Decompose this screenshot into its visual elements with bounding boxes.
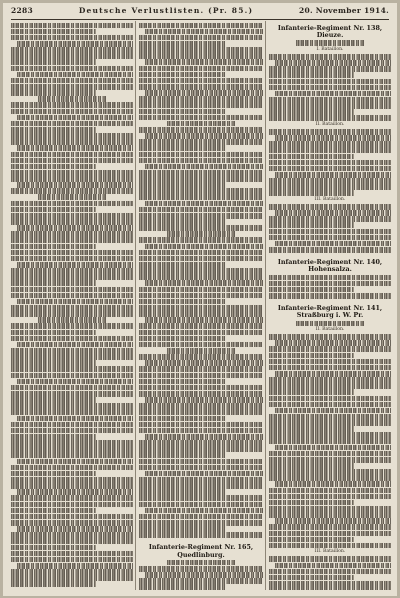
text-line bbox=[11, 213, 133, 219]
text-line bbox=[269, 438, 391, 444]
text-line bbox=[11, 385, 133, 391]
text-line bbox=[269, 334, 391, 340]
text-line bbox=[11, 268, 133, 274]
text-line bbox=[269, 190, 354, 196]
text-line bbox=[269, 469, 391, 475]
text-line bbox=[275, 60, 391, 66]
text-line bbox=[275, 408, 391, 414]
text-line bbox=[139, 422, 263, 428]
text-line bbox=[11, 514, 133, 520]
text-line bbox=[11, 219, 133, 225]
text-line bbox=[139, 428, 263, 434]
text-line bbox=[275, 340, 391, 346]
text-line bbox=[139, 72, 226, 78]
text-line bbox=[11, 311, 133, 317]
text-line bbox=[17, 416, 133, 422]
text-line bbox=[139, 127, 263, 133]
text-line bbox=[269, 377, 391, 383]
text-line bbox=[269, 54, 391, 60]
text-line bbox=[139, 566, 263, 572]
text-line bbox=[11, 434, 96, 440]
text-line bbox=[11, 231, 133, 237]
text-line bbox=[11, 176, 133, 182]
text-line bbox=[11, 170, 133, 176]
text-line bbox=[11, 35, 133, 41]
text-line bbox=[11, 452, 133, 458]
text-line bbox=[11, 323, 133, 329]
text-line bbox=[269, 506, 391, 512]
text-line bbox=[11, 127, 96, 133]
text-line bbox=[17, 526, 133, 532]
regiment-heading: Infanterie-Regiment Nr. 138, Dieuze. bbox=[277, 24, 383, 40]
text-line bbox=[139, 409, 263, 415]
text-line bbox=[11, 66, 133, 72]
text-line bbox=[139, 207, 263, 213]
text-line bbox=[296, 321, 363, 327]
text-line bbox=[145, 133, 263, 139]
text-line bbox=[139, 336, 226, 342]
text-line bbox=[269, 178, 391, 184]
text-line bbox=[145, 280, 263, 286]
text-line bbox=[139, 194, 263, 200]
header-rule bbox=[11, 19, 389, 20]
text-line bbox=[269, 414, 391, 420]
text-line bbox=[11, 47, 133, 53]
text-line bbox=[38, 96, 105, 102]
text-line bbox=[139, 514, 263, 520]
text-line bbox=[275, 563, 391, 569]
text-line bbox=[11, 109, 133, 115]
text-line bbox=[145, 317, 263, 323]
text-line bbox=[269, 235, 391, 241]
text-line bbox=[139, 532, 263, 538]
text-line bbox=[139, 287, 263, 293]
text-line bbox=[145, 434, 263, 440]
text-line bbox=[11, 581, 96, 587]
column-divider bbox=[265, 21, 266, 590]
text-line bbox=[296, 40, 363, 46]
text-line bbox=[11, 188, 133, 194]
text-line bbox=[269, 494, 391, 500]
text-line bbox=[38, 194, 105, 200]
text-line bbox=[11, 440, 133, 446]
page-title: Deutsche Verlustlisten. (Pr. 85.) bbox=[78, 6, 254, 15]
text-line bbox=[269, 420, 391, 426]
text-line bbox=[139, 403, 263, 409]
text-line bbox=[17, 489, 133, 495]
text-line bbox=[145, 471, 263, 477]
text-line bbox=[11, 244, 96, 250]
text-line bbox=[269, 160, 391, 166]
text-line bbox=[269, 396, 391, 402]
text-line bbox=[11, 391, 133, 397]
text-line bbox=[17, 262, 133, 268]
text-line bbox=[139, 176, 263, 182]
text-line bbox=[11, 373, 133, 379]
text-line bbox=[145, 90, 263, 96]
text-line bbox=[269, 141, 391, 147]
text-line bbox=[11, 121, 133, 127]
text-line bbox=[269, 281, 391, 287]
text-line bbox=[269, 537, 354, 543]
text-line bbox=[269, 184, 391, 190]
text-line bbox=[17, 41, 133, 47]
text-line bbox=[139, 354, 263, 360]
section-heading: III. Bataillon. bbox=[314, 197, 346, 202]
text-line bbox=[11, 409, 133, 415]
regiment-heading: Infanterie-Regiment Nr. 140, Hohensalza. bbox=[277, 258, 383, 274]
text-line bbox=[167, 348, 235, 354]
text-line bbox=[275, 172, 391, 178]
text-line bbox=[17, 182, 133, 188]
text-line bbox=[275, 445, 391, 451]
text-line bbox=[139, 102, 263, 108]
text-line bbox=[269, 500, 354, 506]
text-line bbox=[139, 109, 226, 115]
text-line bbox=[139, 502, 263, 508]
text-line bbox=[139, 446, 263, 452]
text-line bbox=[269, 229, 391, 235]
column-left bbox=[11, 22, 133, 590]
text-line bbox=[11, 428, 133, 434]
text-line bbox=[145, 201, 263, 207]
text-line bbox=[17, 72, 133, 78]
text-line bbox=[11, 256, 133, 262]
text-line bbox=[269, 475, 391, 481]
text-line bbox=[139, 379, 226, 385]
text-line bbox=[11, 397, 96, 403]
text-line bbox=[275, 210, 391, 216]
text-line bbox=[275, 371, 391, 377]
text-line bbox=[139, 41, 226, 47]
text-line bbox=[11, 477, 133, 483]
text-line bbox=[145, 59, 263, 65]
text-line bbox=[139, 323, 263, 329]
section-heading: II. Bataillon. bbox=[315, 122, 345, 127]
text-line bbox=[11, 495, 133, 501]
text-line bbox=[11, 330, 96, 336]
text-line bbox=[11, 502, 133, 508]
regiment-heading: Infanterie-Regiment Nr. 165, Quedlinburg. bbox=[148, 543, 254, 559]
text-line bbox=[269, 365, 391, 371]
text-line bbox=[139, 152, 263, 158]
text-line bbox=[11, 274, 133, 280]
text-line bbox=[11, 532, 133, 538]
text-line bbox=[11, 152, 133, 158]
text-line bbox=[139, 526, 226, 532]
text-line bbox=[139, 268, 263, 274]
text-line bbox=[275, 135, 391, 141]
text-line bbox=[139, 35, 263, 41]
text-line bbox=[139, 416, 226, 422]
text-line bbox=[269, 85, 391, 91]
text-line bbox=[139, 47, 263, 53]
text-line bbox=[275, 481, 391, 487]
text-line bbox=[167, 231, 235, 237]
text-line bbox=[269, 488, 391, 494]
text-line bbox=[139, 225, 263, 231]
text-line bbox=[139, 139, 263, 145]
text-line bbox=[139, 115, 263, 121]
text-line bbox=[269, 512, 391, 518]
text-line bbox=[145, 360, 263, 366]
text-line bbox=[269, 293, 391, 299]
text-line bbox=[139, 53, 263, 59]
text-line bbox=[11, 237, 133, 243]
text-line bbox=[11, 207, 96, 213]
text-line bbox=[139, 373, 263, 379]
text-line bbox=[17, 299, 133, 305]
text-line bbox=[11, 465, 133, 471]
text-line bbox=[145, 572, 263, 578]
text-line bbox=[139, 170, 263, 176]
text-line bbox=[11, 520, 133, 526]
text-line bbox=[275, 91, 391, 97]
text-line bbox=[17, 459, 133, 465]
text-line bbox=[139, 293, 263, 299]
text-line bbox=[275, 518, 391, 524]
text-line bbox=[167, 560, 235, 566]
text-line bbox=[269, 543, 391, 549]
page-header bbox=[11, 6, 389, 18]
text-line bbox=[269, 581, 391, 587]
text-line bbox=[269, 216, 391, 222]
text-line bbox=[145, 397, 263, 403]
text-line bbox=[11, 29, 96, 35]
text-line bbox=[17, 225, 133, 231]
text-line bbox=[11, 53, 133, 59]
text-line bbox=[11, 360, 96, 366]
text-line bbox=[139, 452, 226, 458]
text-line bbox=[11, 354, 133, 360]
text-line bbox=[11, 158, 133, 164]
text-line bbox=[269, 103, 391, 109]
section-heading: II. Bataillon. bbox=[315, 327, 345, 333]
text-line bbox=[139, 391, 263, 397]
text-line bbox=[269, 247, 391, 253]
text-line bbox=[139, 330, 263, 336]
text-line bbox=[269, 346, 391, 352]
text-line bbox=[11, 305, 133, 311]
text-line bbox=[11, 280, 96, 286]
text-line bbox=[11, 23, 133, 29]
text-line bbox=[11, 336, 133, 342]
text-line bbox=[139, 262, 226, 268]
text-line bbox=[139, 274, 263, 280]
text-line bbox=[139, 366, 263, 372]
text-line bbox=[11, 403, 133, 409]
text-line bbox=[139, 520, 263, 526]
text-line bbox=[11, 422, 133, 428]
text-line bbox=[11, 78, 133, 84]
text-line bbox=[11, 102, 133, 108]
text-line bbox=[139, 84, 263, 90]
text-line bbox=[139, 213, 263, 219]
column-middle bbox=[139, 22, 263, 590]
text-line bbox=[269, 129, 391, 135]
text-line bbox=[269, 383, 391, 389]
text-line bbox=[145, 164, 263, 170]
text-line bbox=[269, 556, 391, 562]
text-line bbox=[167, 121, 235, 127]
text-line bbox=[269, 389, 354, 395]
text-line bbox=[269, 204, 391, 210]
text-line bbox=[269, 222, 354, 228]
text-line bbox=[139, 459, 263, 465]
text-line bbox=[269, 72, 354, 78]
text-line bbox=[11, 164, 96, 170]
text-line bbox=[145, 29, 263, 35]
text-line bbox=[139, 385, 263, 391]
text-line bbox=[269, 353, 354, 359]
text-line bbox=[11, 366, 133, 372]
text-line bbox=[11, 557, 133, 563]
text-line bbox=[269, 587, 391, 590]
text-line bbox=[269, 524, 391, 530]
column-divider bbox=[135, 21, 136, 590]
text-line bbox=[11, 287, 133, 293]
text-line bbox=[145, 244, 263, 250]
page-number: 2283 bbox=[11, 6, 34, 15]
text-line bbox=[11, 84, 133, 90]
text-line bbox=[139, 311, 263, 317]
text-line bbox=[139, 250, 263, 256]
text-line bbox=[269, 451, 391, 457]
text-line bbox=[269, 463, 354, 469]
text-line bbox=[269, 275, 391, 281]
text-line bbox=[139, 584, 226, 590]
text-line bbox=[269, 575, 354, 581]
text-line bbox=[269, 109, 354, 115]
text-line bbox=[269, 531, 391, 537]
text-line bbox=[139, 188, 263, 194]
text-line bbox=[11, 139, 133, 145]
text-line bbox=[269, 426, 354, 432]
text-line bbox=[139, 299, 226, 305]
text-line bbox=[269, 287, 354, 293]
newspaper-page bbox=[3, 3, 397, 596]
text-line bbox=[139, 182, 226, 188]
text-line bbox=[269, 154, 354, 160]
text-line bbox=[11, 59, 96, 65]
text-line bbox=[139, 477, 263, 483]
text-line bbox=[11, 90, 96, 96]
text-line bbox=[139, 158, 263, 164]
text-line bbox=[139, 489, 226, 495]
text-line bbox=[139, 66, 263, 72]
text-line bbox=[11, 551, 133, 557]
regiment-heading: Infanterie-Regiment Nr. 141, Straßburg i. W. Pr. bbox=[277, 304, 383, 320]
column-right bbox=[269, 22, 391, 590]
text-line bbox=[269, 402, 391, 408]
text-line bbox=[269, 79, 391, 85]
text-line bbox=[269, 569, 391, 575]
text-line bbox=[17, 342, 133, 348]
text-line bbox=[139, 256, 263, 262]
section-heading: I. Bataillon. bbox=[316, 47, 344, 52]
text-line bbox=[269, 66, 391, 72]
text-line bbox=[11, 545, 96, 551]
text-line bbox=[11, 508, 96, 514]
text-line bbox=[139, 219, 226, 225]
text-line bbox=[139, 495, 263, 501]
text-line bbox=[269, 115, 391, 121]
text-line bbox=[139, 342, 263, 348]
text-line bbox=[145, 508, 263, 514]
text-line bbox=[11, 293, 133, 299]
text-line bbox=[11, 538, 133, 544]
text-line bbox=[139, 440, 263, 446]
text-line bbox=[139, 465, 263, 471]
text-line bbox=[17, 115, 133, 121]
section-heading: III. Bataillon. bbox=[314, 549, 346, 555]
text-line bbox=[11, 348, 133, 354]
text-line bbox=[139, 78, 263, 84]
text-line bbox=[17, 379, 133, 385]
text-line bbox=[139, 483, 263, 489]
text-line bbox=[11, 575, 133, 581]
text-line bbox=[38, 317, 105, 323]
text-line bbox=[269, 432, 391, 438]
text-line bbox=[269, 147, 391, 153]
text-line bbox=[11, 446, 133, 452]
text-line bbox=[269, 166, 391, 172]
text-line bbox=[11, 133, 133, 139]
text-line bbox=[269, 359, 391, 365]
text-line bbox=[11, 483, 133, 489]
text-line bbox=[139, 578, 263, 584]
text-line bbox=[17, 145, 133, 151]
text-line bbox=[11, 471, 96, 477]
text-line bbox=[269, 457, 391, 463]
page-date: 20. November 1914. bbox=[298, 6, 389, 15]
text-line bbox=[139, 96, 263, 102]
text-line bbox=[11, 250, 133, 256]
text-line bbox=[17, 563, 133, 569]
text-line bbox=[269, 97, 391, 103]
text-line bbox=[139, 237, 263, 243]
text-line bbox=[11, 569, 133, 575]
text-line bbox=[275, 241, 391, 247]
text-line bbox=[139, 23, 263, 29]
text-line bbox=[11, 201, 133, 207]
text-line bbox=[139, 305, 263, 311]
text-line bbox=[139, 145, 226, 151]
